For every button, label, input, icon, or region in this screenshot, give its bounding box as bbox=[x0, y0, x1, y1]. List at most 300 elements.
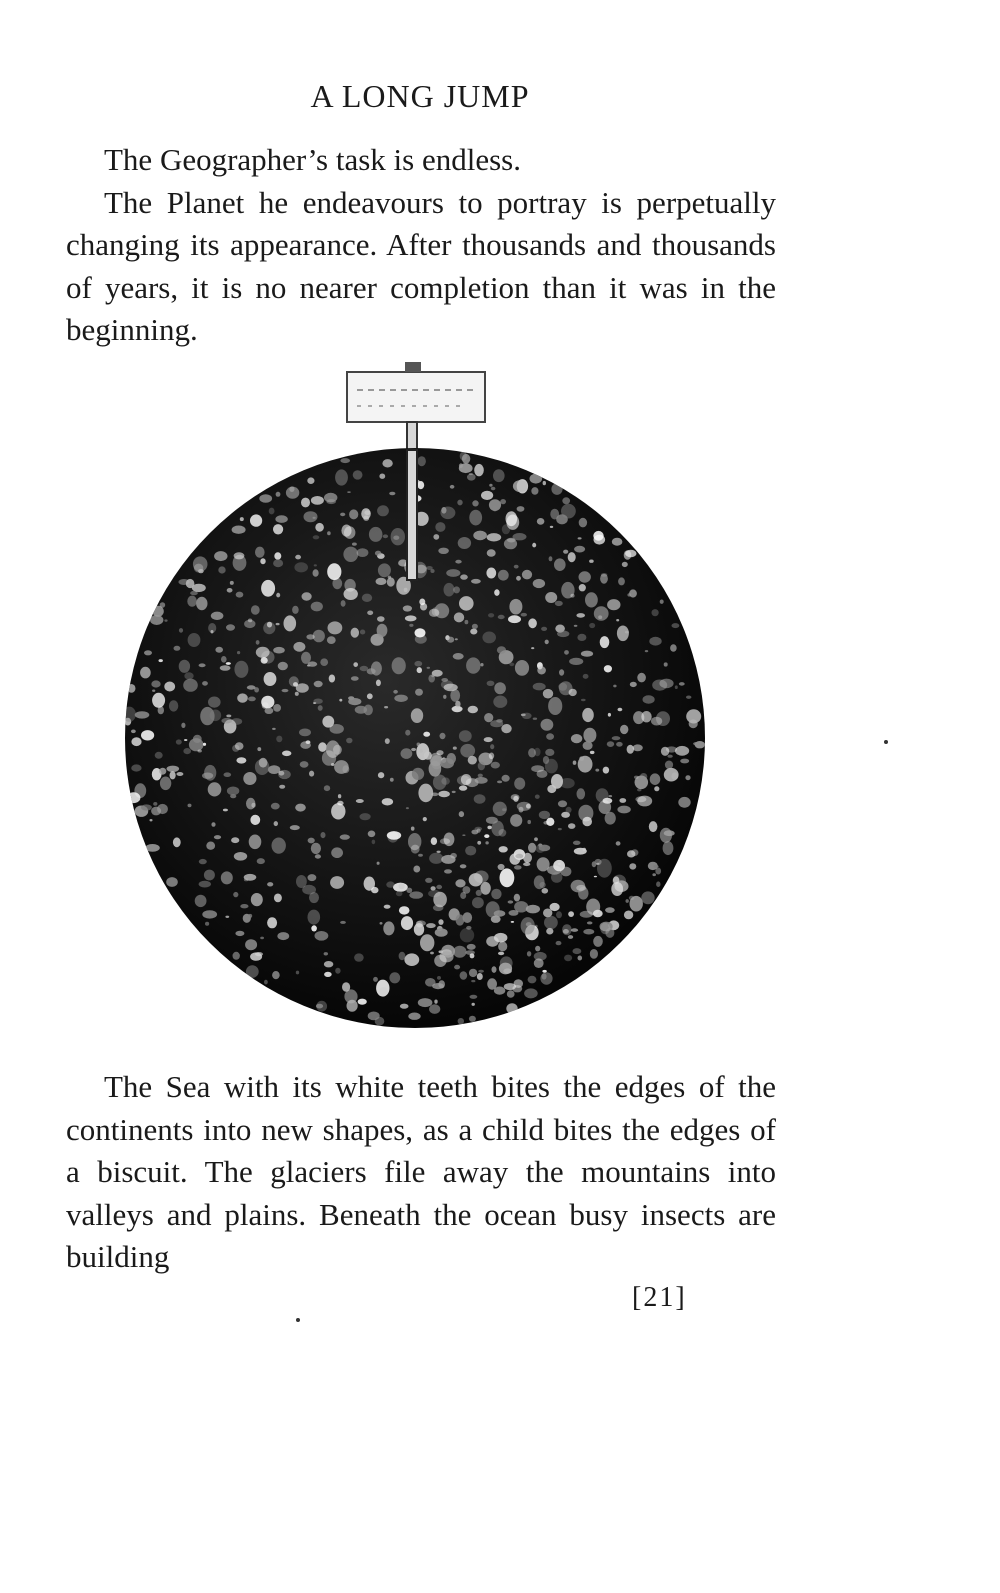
globe-speckle bbox=[179, 660, 190, 673]
globe-speckle bbox=[679, 682, 685, 686]
globe-speckle bbox=[540, 972, 552, 984]
globe-speckle bbox=[234, 852, 247, 861]
globe-speckle bbox=[521, 917, 535, 934]
globe-speckle bbox=[515, 660, 529, 676]
globe-speckle bbox=[322, 716, 334, 728]
top-text-block bbox=[66, 139, 776, 352]
globe-speckle bbox=[491, 889, 501, 900]
globe-speckle bbox=[452, 791, 456, 793]
globe-speckle bbox=[484, 737, 493, 742]
globe-speckle bbox=[601, 573, 608, 577]
globe-speckle bbox=[517, 802, 531, 811]
globe-speckle bbox=[382, 798, 393, 805]
globe-speckle bbox=[226, 624, 235, 630]
globe-speckle bbox=[583, 741, 593, 750]
globe-speckle bbox=[202, 910, 217, 918]
globe-speckle bbox=[543, 689, 553, 699]
globe-speckle bbox=[181, 723, 185, 728]
globe-speckle bbox=[573, 761, 577, 765]
globe-speckle bbox=[273, 647, 285, 654]
globe-speckle bbox=[292, 606, 299, 614]
globe-speckle bbox=[461, 774, 472, 785]
globe-speckle bbox=[487, 549, 496, 557]
globe-speckle bbox=[158, 706, 164, 714]
globe-speckle bbox=[473, 531, 487, 541]
globe-speckle bbox=[521, 613, 527, 617]
globe-speckle bbox=[371, 661, 382, 675]
globe-speckle bbox=[604, 665, 612, 672]
globe-speckle bbox=[500, 499, 506, 504]
globe-speckle bbox=[494, 682, 506, 694]
globe-speckle bbox=[205, 922, 209, 926]
globe-speckle bbox=[386, 881, 394, 887]
globe-speckle bbox=[380, 922, 383, 925]
globe-speckle bbox=[573, 841, 581, 845]
globe-speckle bbox=[471, 980, 475, 982]
globe-speckle bbox=[411, 748, 416, 751]
globe-speckle bbox=[313, 699, 322, 704]
globe-speckle bbox=[294, 562, 308, 572]
globe-speckle bbox=[357, 548, 369, 557]
globe-speckle bbox=[568, 911, 574, 917]
globe-speckle bbox=[468, 706, 478, 714]
globe-speckle bbox=[444, 583, 455, 597]
globe-speckle bbox=[622, 562, 628, 567]
globe-speckle bbox=[605, 907, 615, 913]
globe-speckle bbox=[574, 848, 587, 855]
globe-speckle bbox=[675, 685, 678, 689]
globe-speckle bbox=[484, 713, 493, 722]
paragraph-1: The Geographer’s task is endless. bbox=[104, 142, 521, 177]
globe-speckle bbox=[553, 860, 565, 871]
globe-speckle bbox=[568, 823, 575, 829]
globe-speckle bbox=[650, 773, 661, 785]
globe-speckle bbox=[330, 876, 344, 889]
globe-speckle bbox=[276, 623, 280, 625]
globe-speckle bbox=[284, 615, 297, 631]
globe-speckle bbox=[206, 842, 215, 850]
globe-speckle bbox=[159, 659, 163, 662]
globe-speckle bbox=[347, 1000, 358, 1012]
globe-speckle bbox=[469, 1016, 476, 1022]
globe-speckle bbox=[618, 708, 623, 712]
globe-speckle bbox=[472, 624, 478, 629]
globe-speckle bbox=[590, 751, 595, 754]
globe-speckle bbox=[316, 1001, 327, 1012]
globe-speckle bbox=[327, 563, 341, 580]
globe-speckle bbox=[155, 752, 163, 759]
globe-speckle bbox=[439, 950, 444, 953]
globe-speckle bbox=[250, 514, 262, 526]
globe-speckle bbox=[260, 937, 264, 940]
globe-speckle bbox=[485, 841, 488, 844]
globe-speckle bbox=[470, 953, 475, 958]
globe-speckle bbox=[144, 650, 152, 655]
globe-speckle bbox=[279, 785, 285, 789]
globe-speckle bbox=[625, 550, 636, 557]
globe-speckle bbox=[355, 706, 367, 714]
globe-speckle bbox=[224, 772, 232, 777]
globe-speckle bbox=[462, 834, 465, 836]
globe-speckle bbox=[324, 785, 330, 791]
globe-speckle bbox=[276, 593, 280, 598]
globe-speckle bbox=[230, 581, 234, 585]
globe-speckle bbox=[424, 751, 432, 759]
globe-speckle bbox=[387, 577, 395, 586]
globe-speckle bbox=[616, 742, 623, 747]
globe-speckle bbox=[318, 742, 327, 752]
globe-speckle bbox=[152, 693, 165, 708]
globe-speckle bbox=[427, 667, 430, 669]
globe-speckle bbox=[488, 613, 494, 617]
globe-speckle bbox=[299, 729, 311, 737]
globe-speckle bbox=[363, 516, 369, 521]
globe-speckle bbox=[131, 737, 141, 746]
globe-speckle bbox=[331, 803, 345, 819]
globe-speckle bbox=[582, 708, 594, 722]
globe-speckle bbox=[506, 1003, 517, 1014]
globe-speckle bbox=[609, 795, 613, 797]
globe-speckle bbox=[608, 713, 611, 717]
globe-speckle bbox=[626, 899, 629, 903]
globe-speckle bbox=[240, 517, 244, 521]
globe-speckle bbox=[444, 833, 455, 847]
globe-speckle bbox=[375, 1017, 385, 1026]
globe-speckle bbox=[378, 563, 391, 577]
globe-speckle bbox=[295, 804, 306, 812]
globe-speckle bbox=[309, 771, 314, 777]
globe-speckle bbox=[537, 770, 548, 778]
globe-speckle bbox=[430, 952, 434, 955]
globe-speckle bbox=[546, 733, 554, 740]
globe-speckle bbox=[528, 748, 536, 757]
globe-speckle bbox=[535, 795, 540, 799]
globe-speckle bbox=[313, 569, 319, 577]
globe-speckle bbox=[539, 811, 550, 819]
globe-speckle bbox=[373, 977, 378, 982]
globe-speckle bbox=[633, 711, 644, 724]
globe-speckle bbox=[459, 811, 464, 817]
globe-speckle bbox=[507, 990, 515, 998]
globe-speckle bbox=[414, 923, 424, 936]
globe-speckle bbox=[509, 599, 522, 615]
globe-speckle bbox=[342, 982, 350, 991]
globe-speckle bbox=[581, 699, 586, 701]
globe-speckle bbox=[261, 580, 275, 597]
globe-speckle bbox=[550, 526, 553, 528]
globe-speckle bbox=[406, 807, 409, 809]
globe-speckle bbox=[257, 747, 261, 751]
globe-speckle bbox=[226, 662, 231, 665]
globe-speckle bbox=[360, 666, 369, 671]
globe-speckle bbox=[400, 1004, 409, 1009]
globe-speckle bbox=[585, 592, 598, 607]
globe-speckle bbox=[307, 477, 314, 484]
globe-speckle bbox=[259, 758, 268, 768]
globe-speckle bbox=[686, 696, 691, 699]
globe-speckle bbox=[557, 631, 569, 638]
globe-speckle bbox=[468, 756, 477, 765]
globe-speckle bbox=[667, 755, 672, 758]
globe-speckle bbox=[315, 854, 321, 858]
globe-speckle bbox=[236, 592, 244, 598]
globe-speckle bbox=[463, 912, 473, 923]
globe-speckle bbox=[593, 936, 603, 947]
globe-speckle bbox=[358, 999, 367, 1005]
globe-speckle bbox=[433, 892, 447, 907]
globe-speckle bbox=[234, 661, 248, 678]
globe-speckle bbox=[352, 543, 357, 546]
page-number: [21] bbox=[632, 1282, 687, 1313]
globe-speckle bbox=[313, 535, 320, 539]
globe-speckle bbox=[248, 697, 256, 702]
globe-speckle bbox=[278, 770, 291, 779]
globe-speckle bbox=[569, 658, 583, 665]
globe-speckle bbox=[393, 690, 398, 694]
globe-speckle bbox=[513, 480, 528, 492]
globe-speckle bbox=[466, 926, 471, 930]
bottom-text-block bbox=[66, 1066, 776, 1279]
globe-speckle bbox=[251, 893, 263, 906]
globe-speckle bbox=[389, 972, 400, 983]
globe-speckle bbox=[187, 596, 197, 607]
globe-speckle bbox=[311, 843, 321, 854]
globe-speckle bbox=[652, 680, 667, 691]
globe-speckle bbox=[429, 853, 443, 864]
globe-speckle bbox=[428, 675, 435, 683]
globe-speckle bbox=[335, 968, 340, 974]
globe-speckle bbox=[467, 474, 476, 481]
globe-speckle bbox=[460, 971, 468, 980]
globe-speckle bbox=[276, 736, 282, 743]
globe-speckle bbox=[665, 761, 673, 770]
globe-speckle bbox=[405, 615, 417, 621]
globe-speckle bbox=[635, 796, 646, 802]
globe-speckle bbox=[436, 750, 443, 755]
globe-speckle bbox=[521, 714, 526, 717]
globe-speckle bbox=[486, 817, 498, 824]
globe-speckle bbox=[275, 515, 287, 523]
globe-speckle bbox=[164, 619, 167, 621]
globe-speckle bbox=[434, 1000, 437, 1004]
globe-speckle bbox=[237, 651, 240, 654]
globe-speckle bbox=[629, 589, 637, 597]
globe-speckle bbox=[394, 695, 408, 702]
globe-speckle bbox=[523, 862, 530, 866]
globe-speckle bbox=[474, 794, 486, 803]
globe-speckle bbox=[537, 666, 546, 674]
globe-speckle bbox=[652, 873, 656, 876]
globe-speckle bbox=[233, 555, 247, 571]
globe-speckle bbox=[526, 905, 540, 914]
globe-speckle bbox=[204, 870, 215, 881]
globe-speckle bbox=[617, 806, 630, 814]
globe-speckle bbox=[576, 885, 586, 891]
globe-speckle bbox=[579, 571, 591, 582]
globe-speckle bbox=[664, 662, 668, 666]
globe-speckle bbox=[514, 565, 519, 569]
globe-speckle bbox=[372, 840, 376, 845]
globe-speckle bbox=[389, 492, 395, 495]
globe-speckle bbox=[652, 609, 659, 616]
globe-speckle bbox=[251, 803, 255, 808]
globe-speckle bbox=[465, 846, 476, 856]
globe-speckle bbox=[455, 560, 461, 564]
globe-speckle bbox=[655, 868, 661, 875]
globe-speckle bbox=[477, 973, 483, 980]
globe-speckle bbox=[568, 935, 573, 939]
globe-speckle bbox=[304, 511, 318, 522]
globe-speckle bbox=[438, 919, 443, 925]
globe-speckle bbox=[315, 523, 324, 532]
globe-speckle bbox=[559, 683, 568, 691]
globe-speckle bbox=[544, 916, 558, 929]
globe-speckle bbox=[533, 579, 545, 588]
globe-speckle bbox=[620, 725, 628, 734]
globe-speckle bbox=[498, 570, 509, 581]
globe-speckle bbox=[504, 983, 516, 990]
globe-speckle bbox=[225, 916, 229, 918]
globe-speckle bbox=[548, 697, 562, 715]
globe-speckle bbox=[420, 749, 423, 752]
globe-speckle bbox=[159, 768, 166, 775]
globe-speckle bbox=[454, 612, 464, 622]
globe-speckle bbox=[530, 474, 543, 484]
globe-speckle bbox=[183, 679, 198, 692]
globe-speckle bbox=[594, 606, 609, 621]
globe-speckle bbox=[487, 681, 495, 686]
globe-speckle bbox=[211, 630, 214, 633]
globe-speckle bbox=[459, 730, 472, 742]
globe-speckle bbox=[493, 469, 505, 482]
globe-speckle bbox=[491, 762, 500, 769]
globe-speckle bbox=[509, 910, 519, 916]
globe-speckle bbox=[232, 526, 246, 534]
globe-speckle bbox=[431, 886, 436, 890]
globe-speckle bbox=[273, 704, 281, 712]
globe-speckle bbox=[179, 628, 183, 633]
globe-speckle bbox=[399, 883, 405, 889]
globe-speckle bbox=[534, 837, 538, 841]
globe-speckle bbox=[493, 802, 507, 816]
globe-speckle bbox=[273, 559, 283, 567]
globe-speckle bbox=[353, 470, 363, 479]
globe-speckle bbox=[570, 594, 574, 598]
globe-speckle bbox=[244, 620, 255, 628]
globe-speckle bbox=[218, 566, 225, 573]
globe-speckle bbox=[264, 672, 277, 686]
globe-speckle bbox=[215, 647, 223, 653]
globe-speckle bbox=[199, 663, 206, 667]
globe-speckle bbox=[429, 1004, 440, 1014]
globe-speckle bbox=[514, 865, 522, 869]
globe-speckle bbox=[244, 874, 257, 881]
globe-speckle bbox=[577, 634, 586, 641]
globe-speckle bbox=[269, 508, 275, 515]
globe-speckle bbox=[346, 738, 352, 744]
globe-speckle bbox=[603, 798, 613, 804]
globe-speckle bbox=[221, 656, 227, 663]
globe-speckle bbox=[311, 602, 323, 612]
globe-speckle bbox=[176, 772, 183, 776]
globe-speckle bbox=[435, 522, 445, 532]
globe-speckle bbox=[340, 921, 346, 924]
globe-speckle bbox=[403, 605, 412, 611]
globe-speckle bbox=[594, 876, 597, 878]
globe-speckle bbox=[324, 972, 332, 977]
globe-speckle bbox=[640, 773, 647, 780]
globe-speckle bbox=[497, 781, 502, 784]
globe-speckle bbox=[314, 681, 323, 687]
globe-speckle bbox=[678, 797, 690, 808]
globe-speckle bbox=[574, 625, 578, 627]
globe-speckle bbox=[486, 901, 500, 917]
globe-speckle bbox=[377, 505, 389, 516]
globe-speckle bbox=[564, 650, 569, 655]
globe-speckle bbox=[307, 665, 310, 667]
globe-speckle bbox=[221, 718, 232, 724]
globe-speckle bbox=[450, 485, 455, 489]
globe-speckle bbox=[545, 592, 557, 603]
globe-speckle bbox=[267, 882, 273, 886]
globe-speckle bbox=[444, 869, 452, 873]
globe-speckle bbox=[612, 538, 623, 546]
globe-speckle bbox=[528, 618, 537, 628]
globe-speckle bbox=[211, 822, 215, 827]
globe-speckle bbox=[221, 871, 233, 884]
globe-speckle bbox=[286, 487, 299, 499]
globe-speckle bbox=[478, 762, 485, 771]
globe-speckle bbox=[577, 788, 586, 799]
globe-speckle bbox=[470, 629, 477, 635]
globe-speckle bbox=[511, 921, 514, 923]
globe-speckle bbox=[555, 601, 563, 606]
globe-speckle bbox=[654, 786, 659, 791]
globe-speckle bbox=[293, 642, 305, 652]
globe-speckle bbox=[354, 953, 364, 961]
globe-speckle bbox=[541, 719, 554, 731]
globe-speckle bbox=[375, 551, 381, 556]
globe-speckle bbox=[589, 560, 594, 563]
globe-speckle bbox=[450, 689, 460, 702]
globe-speckle bbox=[249, 835, 262, 850]
globe-speckle bbox=[672, 623, 680, 628]
globe-speckle bbox=[255, 952, 263, 956]
globe-speckle bbox=[627, 745, 634, 754]
globe-speckle bbox=[419, 599, 425, 606]
globe-speckle bbox=[344, 588, 358, 600]
globe-speckle bbox=[227, 787, 239, 796]
globe-speckle bbox=[173, 837, 181, 847]
globe-speckle bbox=[564, 955, 572, 962]
globe-speckle bbox=[429, 761, 442, 777]
globe-speckle bbox=[454, 965, 460, 970]
globe-speckle bbox=[347, 491, 351, 493]
globe-speckle bbox=[272, 971, 280, 979]
globe-speckle bbox=[327, 531, 331, 535]
globe-speckle bbox=[578, 756, 593, 773]
globe-speckle bbox=[477, 841, 481, 845]
globe-speckle bbox=[401, 916, 413, 930]
globe-speckle bbox=[418, 456, 426, 466]
globe-speckle bbox=[514, 894, 520, 902]
globe-speckle bbox=[311, 925, 317, 931]
globe-speckle bbox=[491, 916, 501, 923]
globe-speckle bbox=[351, 628, 359, 638]
globe-speckle bbox=[470, 995, 478, 999]
globe-speckle bbox=[324, 952, 328, 955]
globe-speckle bbox=[257, 858, 265, 864]
